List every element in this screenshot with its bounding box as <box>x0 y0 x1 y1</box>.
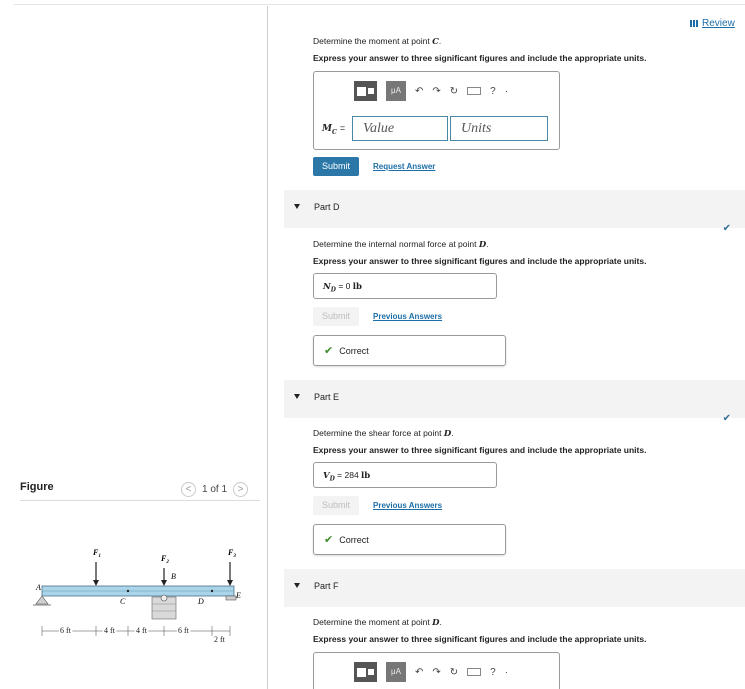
dim-6ft-left: 6 ft <box>60 626 71 635</box>
template-fraction-icon <box>368 88 374 94</box>
roller-b <box>161 595 167 601</box>
value-input[interactable]: Value <box>352 116 448 141</box>
part-c-question: Determine the moment at point C. <box>313 36 442 47</box>
dim-6ft-right: 6 ft <box>178 626 189 635</box>
part-c-answer-box <box>313 71 560 150</box>
caret-down-icon <box>294 583 300 588</box>
label-c: C <box>120 597 126 606</box>
question-text: Determine the moment at point <box>313 617 433 627</box>
part-d-correct-feedback <box>313 335 506 366</box>
next-figure-button[interactable] <box>233 482 248 497</box>
request-answer-link[interactable]: Request Answer <box>373 162 436 171</box>
support-e <box>226 596 236 600</box>
part-d-question: Determine the internal normal force at point D. <box>313 239 489 250</box>
force-f3 <box>227 548 236 586</box>
more-icon[interactable]: · <box>504 85 509 97</box>
keyboard-icon[interactable] <box>467 87 481 95</box>
correct-label: Correct <box>339 345 369 356</box>
question-point: D <box>478 240 487 250</box>
template-fraction-icon <box>368 669 374 675</box>
check-icon: ✔ <box>722 223 731 234</box>
dim-4ft-1: 4 ft <box>104 626 115 635</box>
svg-text:F3: $F_3$ <box>228 548 236 559</box>
part-d-submit-button[interactable]: Submit <box>313 307 359 326</box>
label-e: E <box>236 591 241 600</box>
part-e-title: Part E <box>314 392 340 402</box>
prev-figure-button[interactable] <box>181 482 196 497</box>
question-point: C <box>432 37 439 47</box>
part-f-title: Part F <box>314 581 339 591</box>
caret-down-icon <box>294 204 300 209</box>
part-d-title: Part D <box>314 202 340 212</box>
part-e-instruction: Express your answer to three significant figures and include the appropriate units. <box>313 445 647 455</box>
part-e-correct-feedback <box>313 524 506 555</box>
templates-button[interactable] <box>354 662 377 682</box>
undo-icon[interactable]: ↶ <box>414 666 424 678</box>
part-c-submit-button[interactable]: Submit <box>313 157 359 176</box>
part-e-submit-button[interactable]: Submit <box>313 496 359 515</box>
chevron-left-icon: < <box>185 483 192 495</box>
svg-text:F2: $F_2$ <box>161 554 169 565</box>
review-label: Review <box>702 18 735 29</box>
part-e-header[interactable] <box>284 380 745 424</box>
question-text: Determine the moment at point <box>313 36 433 46</box>
units-symbol-button[interactable]: μA <box>386 81 406 101</box>
part-f-toolbar <box>354 662 508 682</box>
question-point: D <box>443 429 452 439</box>
units-input[interactable]: Units <box>450 116 548 141</box>
force-f2 <box>160 554 169 586</box>
force-f1 <box>92 548 101 586</box>
template-icon <box>357 668 366 677</box>
part-f-header[interactable] <box>284 569 745 607</box>
part-d-header[interactable] <box>284 190 745 234</box>
correct-label: Correct <box>339 534 369 545</box>
svg-text:F1: $F_1$ <box>93 548 101 559</box>
beam-figure[interactable] <box>30 540 255 650</box>
check-icon: ✔ <box>324 345 334 357</box>
review-icon <box>690 20 698 27</box>
more-icon[interactable]: · <box>504 666 509 678</box>
template-icon <box>357 87 366 96</box>
reset-icon[interactable]: ↻ <box>449 666 459 678</box>
question-text: Determine the shear force at point <box>313 428 444 438</box>
part-d-instruction: Express your answer to three significant figures and include the appropriate units. <box>313 256 647 266</box>
part-e-answer: $V_D = 284$ lb <box>313 462 497 488</box>
dim-2ft: 2 ft <box>214 635 225 644</box>
question-point: D <box>432 618 440 628</box>
part-d-answer: $N_D = 0$ lb <box>313 273 497 299</box>
figure-page-indicator: 1 of 1 <box>202 484 228 495</box>
part-c-toolbar <box>354 81 508 101</box>
part-e-question: Determine the shear force at point D. <box>313 428 454 439</box>
units-symbol-button[interactable]: μA <box>386 662 406 682</box>
figure-label: Figure <box>20 481 54 493</box>
review-link[interactable] <box>690 18 735 29</box>
point-d-dot <box>211 590 213 592</box>
part-f-instruction: Express your answer to three significant figures and include the appropriate units. <box>313 634 647 644</box>
undo-icon[interactable]: ↶ <box>414 85 424 97</box>
part-d-previous-answers-link[interactable]: Previous Answers <box>373 312 443 321</box>
mc-label: $M_C$ = <box>322 123 346 136</box>
part-f-question: Determine the moment at point D. <box>313 617 442 628</box>
keyboard-icon[interactable] <box>467 668 481 676</box>
chevron-right-icon: > <box>237 483 244 495</box>
reset-icon[interactable]: ↻ <box>449 85 459 97</box>
top-rule <box>14 4 745 5</box>
label-a: A <box>36 583 41 592</box>
check-icon: ✔ <box>324 534 334 546</box>
redo-icon[interactable]: ↷ <box>432 666 441 678</box>
figure-pager <box>181 482 248 497</box>
help-icon[interactable]: ? <box>490 85 496 97</box>
question-text: Determine the internal normal force at point <box>313 239 479 249</box>
pin-support-a <box>36 596 48 604</box>
dim-4ft-2: 4 ft <box>136 626 147 635</box>
redo-icon[interactable]: ↷ <box>432 85 441 97</box>
part-c-instruction: Express your answer to three significant figures and include the appropriate units. <box>313 53 647 63</box>
help-icon[interactable]: ? <box>490 666 496 678</box>
figure-rule <box>20 500 260 501</box>
label-d: D <box>198 597 204 606</box>
part-f-answer-box <box>313 652 560 689</box>
label-b: B <box>171 572 176 581</box>
check-icon: ✔ <box>722 413 731 424</box>
pane-divider[interactable] <box>267 6 268 689</box>
templates-button[interactable] <box>354 81 377 101</box>
part-e-previous-answers-link[interactable]: Previous Answers <box>373 501 443 510</box>
point-c-dot <box>127 590 129 592</box>
caret-down-icon <box>294 394 300 399</box>
